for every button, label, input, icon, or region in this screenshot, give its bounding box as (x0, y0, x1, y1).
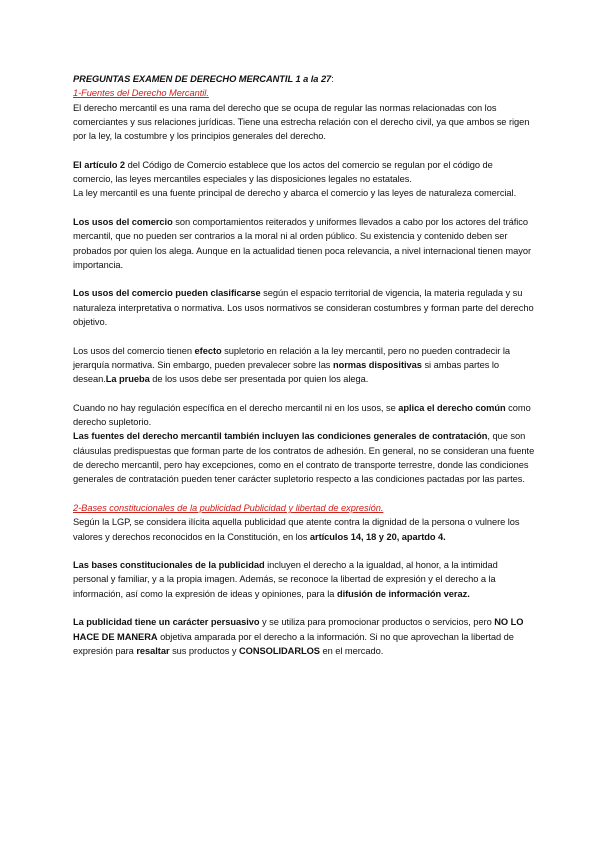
paragraph: Según la LGP, se considera ilícita aquella publicidad que atente contra la dignidad de la persona o vulnere los valores y derechos reconocidos en la Constitución, en los artículos 14, 18 y 20, apartdo 4. (73, 517, 520, 542)
section-2-title: 2-Bases constitucionales de la publicidad Publicidad y libertad de expresión. (73, 502, 384, 513)
paragraph: El artículo 2 del Código de Comercio establece que los actos del comercio se regulan por el código de comercio, las leyes mercantiles especiales y las disposiciones legales no estatales. (73, 159, 493, 185)
paragraph: Los usos del comercio son comportamientos reiterados y uniformes llevados a cabo por los actores del tráfico mercantil, que no pueden ser contrarios a la moral ni al orden público. Su existencia y contenido deben ser probados por quien los alega. Aunque en la actualidad tienen poca relevancia, a nivel internacional tienen mayor importancia. (73, 216, 532, 270)
paragraph: La publicidad tiene un carácter persuasivo y se utiliza para promocionar productos o servicios, pero NO LO HACE DE MANERA objetiva amparada por el derecho a la información. Si no que aprovechan la libertad de expresión para resaltar sus productos y CONSOLIDARLOS en el mercado. (73, 617, 524, 656)
paragraph: Los usos del comercio tienen efecto supletorio en relación a la ley mercantil, pero no pueden contradecir la jerarquía normativa. Sin embargo, pueden prevalecer sobre las normas dispositivas si ambas partes lo desean.La prueba de los usos debe ser presentada por quien los alega. (73, 345, 510, 385)
paragraph: Cuando no hay regulación específica en el derecho mercantil ni en los usos, se aplica el derecho común como derecho supletorio. (73, 402, 531, 428)
paragraph: Los usos del comercio pueden clasificarse según el espacio territorial de vigencia, la materia regulada y su naturaleza interpretativa o normativa. Los usos normativos se consideran costumbres y forman parte del derecho objetivo. (73, 288, 534, 328)
paragraph: Las fuentes del derecho mercantil también incluyen las condiciones generales de contratación, que son cláusulas predispuestas que forman parte de los contratos de adhesión. En general, no se consideran una fuente de derecho mercantil, pero hay excepciones, como en el contrato de transporte terrestre, donde las condiciones generales de contratación pueden tener carácter supletorio respecto a las condiciones pactadas por las partes. (73, 431, 535, 485)
paragraph: El derecho mercantil es una rama del derecho que se ocupa de regular las normas relacionadas con los comerciantes y sus relaciones jurídicas. Tiene una estrecha relación con el derecho civil, ya que ambos se rigen por la ley, la costumbre y los principios generales del derecho. (73, 102, 530, 142)
document-title: PREGUNTAS EXAMEN DE DERECHO MERCANTIL 1 a la 27: (73, 74, 334, 84)
section-1-title: 1-Fuentes del Derecho Mercantil. (73, 88, 209, 99)
paragraph: Las bases constitucionales de la publicidad incluyen el derecho a la igualdad, al honor, a la intimidad personal y familiar, y a la propia imagen. Además, se reconoce la libertad de expresión y el derecho a la información, así como la expresión de ideas y opiniones, para la difusión de información veraz. (73, 560, 498, 599)
paragraph: La ley mercantil es una fuente principal de derecho y abarca el comercio y las leyes de naturaleza comercial. (73, 188, 517, 199)
document-body (73, 72, 535, 658)
